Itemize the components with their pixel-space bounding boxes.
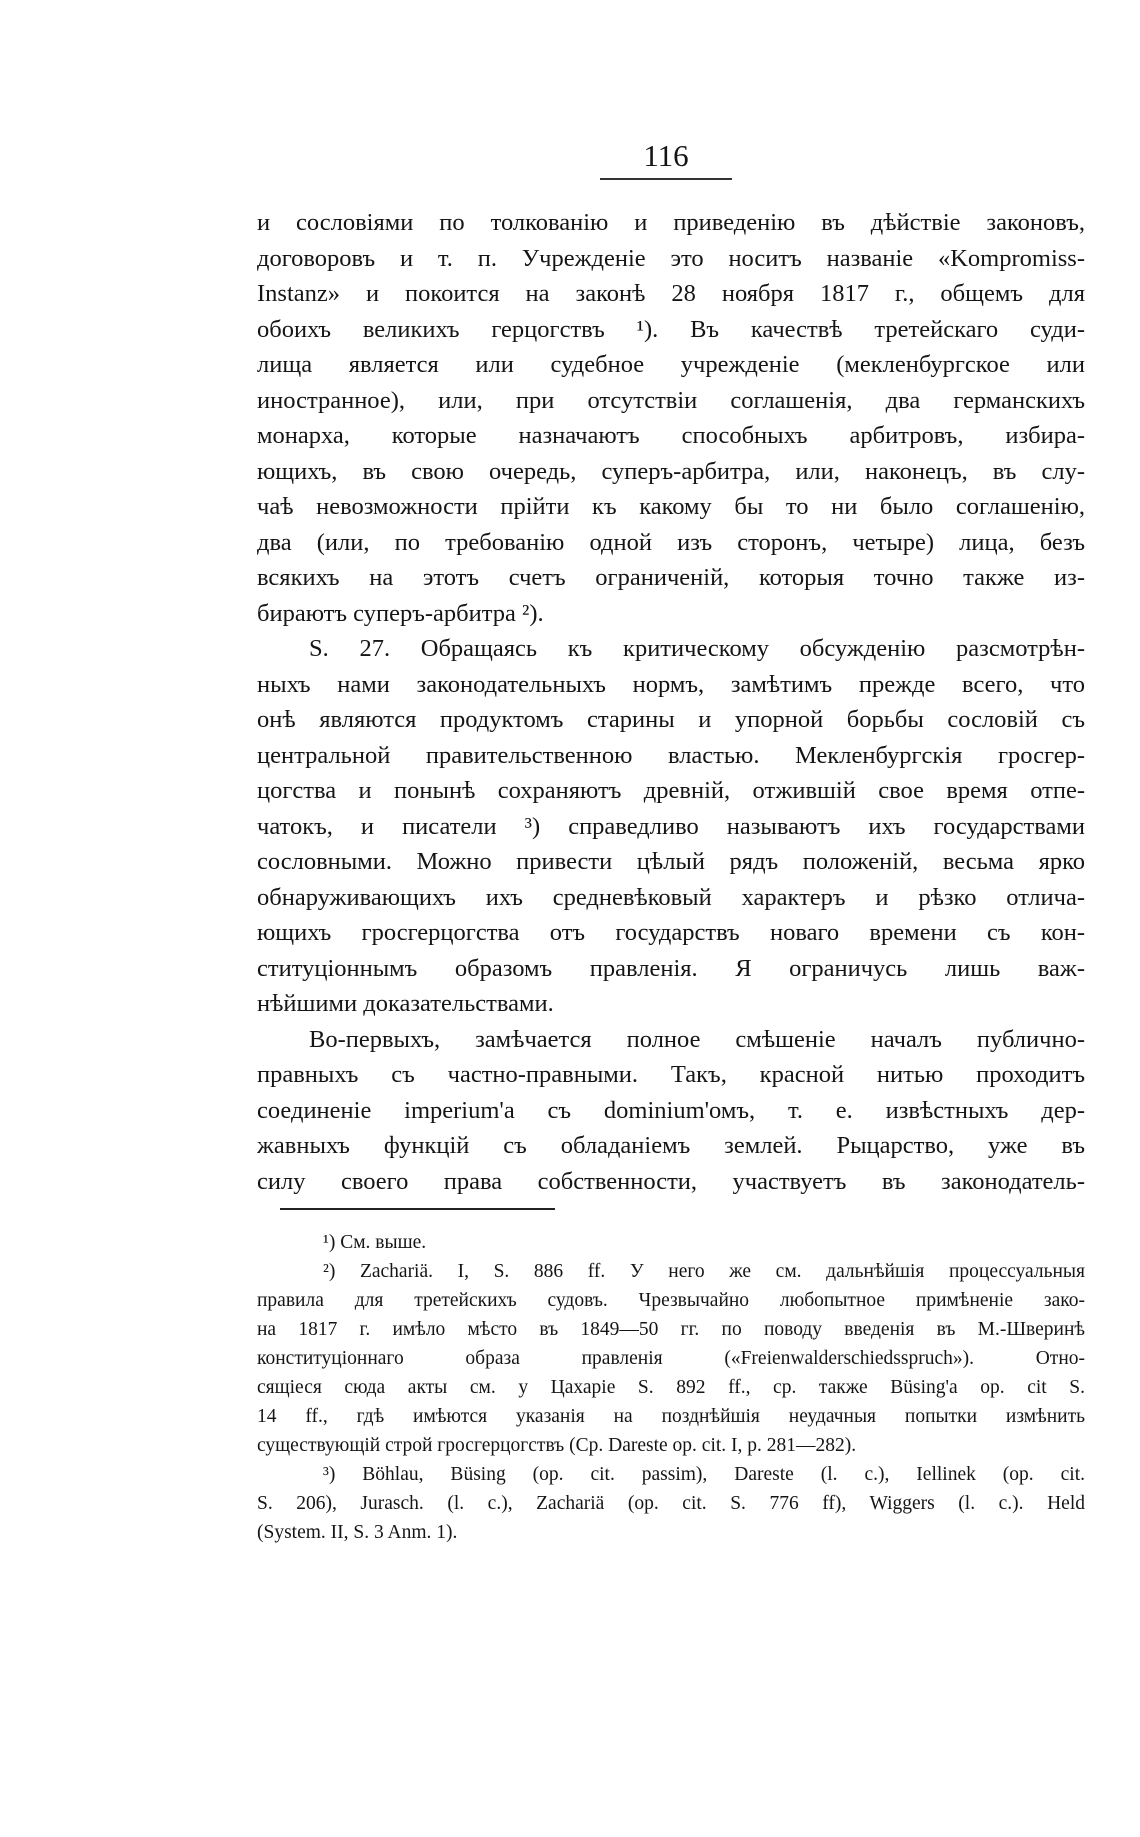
text-line: ституціоннымъ образомъ правленія. Я ограничусь лишь важ- [257, 954, 1085, 982]
main-text [257, 205, 1085, 1199]
text-line: лища является или судебное учрежденіе (мекленбургское или [257, 351, 1085, 378]
text-line: правныхъ съ частно-правными. Такъ, красной нитью проходитъ [257, 1061, 1085, 1088]
text-line: ющихъ, въ свою очередь, суперъ-арбитра, или, наконецъ, въ слу- [257, 457, 1085, 485]
text-line: ющихъ гросгерцогства отъ государствъ новаго времени съ кон- [257, 919, 1085, 946]
text-line: жавныхъ функцій съ обладаніемъ землей. Рыцарство, уже въ [257, 1132, 1085, 1159]
text-line: Instanz» и покоится на законѣ 28 ноября 1817 г., общемъ для [257, 280, 1085, 307]
text-line: Во-первыхъ, замѣчается полное смѣшеніе началъ публично- [309, 1025, 1085, 1053]
text-line: обоихъ великихъ герцогствъ ¹). Въ качествѣ третейскаго суди- [257, 315, 1085, 343]
footnote-line: (System. II, S. 3 Anm. 1). [257, 1522, 458, 1543]
footnote-line: S. 206), Jurasch. (l. c.), Zachariä (op. cit. S. 776 ff), Wiggers (l. c.). Held [257, 1493, 1085, 1514]
footnote-line: конституціоннаго образа правленія («Freienwalderschiedsspruch»). Отно- [257, 1348, 1085, 1369]
text-line: онѣ являются продуктомъ старины и упорной борьбы сословій съ [257, 706, 1085, 733]
page-number: 116 [643, 138, 689, 173]
footnote-line: ²) Zachariä. I, S. 886 ff. У него же см. дальнѣйшія процессуальныя [323, 1261, 1085, 1282]
footnote-line: на 1817 г. имѣло мѣсто въ 1849—50 гг. по поводу введенія въ М.-Шверинѣ [257, 1319, 1085, 1340]
footnote-line: 14 ff., гдѣ имѣются указанія на позднѣйшія неудачныя попытки измѣнить [257, 1406, 1085, 1427]
text-line: всякихъ на этотъ счетъ ограниченій, которыя точно также из- [257, 564, 1085, 591]
text-line: сословными. Можно привести цѣлый рядъ положеній, весьма ярко [257, 848, 1085, 875]
page-number-rule [600, 178, 732, 180]
footnote-line: ³) Böhlau, Büsing (op. cit. passim), Dareste (l. c.), Iellinek (op. cit. [323, 1464, 1085, 1485]
text-line: обнаруживающихъ ихъ средневѣковый характеръ и рѣзко отлича- [257, 883, 1085, 911]
text-line: нѣйшими доказательствами. [257, 990, 554, 1017]
text-line: S. 27. Обращаясь къ критическому обсужденію разсмотрѣн- [309, 635, 1085, 662]
footnote-line: ¹) См. выше. [323, 1232, 427, 1253]
text-line: договоровъ и т. п. Учрежденіе это носитъ названіе «Kompromiss- [257, 244, 1085, 272]
text-line: соединеніе imperium'а съ dominium'омъ, т. е. извѣстныхъ дер- [257, 1096, 1085, 1124]
footnote-line: правила для третейскихъ судовъ. Чрезвычайно любопытное примѣненіе зако- [257, 1290, 1085, 1311]
text-line: иностранное), или, при отсутствіи соглашенія, два германскихъ [257, 386, 1085, 414]
text-line: силу своего права собственности, участвуетъ въ законодатель- [257, 1167, 1085, 1195]
text-line: и сословіями по толкованію и приведенію въ дѣйствіе законовъ, [257, 209, 1085, 236]
text-line: чаѣ невозможности прійти къ какому бы то ни было соглашенію, [257, 493, 1085, 520]
footnote-separator [280, 1208, 555, 1210]
text-line: чатокъ, и писатели ³) справедливо называютъ ихъ государствами [257, 812, 1085, 840]
text-line: ныхъ нами законодательныхъ нормъ, замѣтимъ прежде всего, что [257, 670, 1085, 698]
text-line: два (или, по требованію одной изъ сторонъ, четыре) лица, безъ [257, 528, 1085, 556]
text-line: центральной правительственною властью. Мекленбургскія гросгер- [257, 741, 1085, 769]
text-line: бираютъ суперъ-арбитра ²). [257, 599, 544, 627]
text-line: монарха, которые назначаютъ способныхъ арбитровъ, избира- [257, 422, 1085, 449]
footnote-line: существующій строй гросгерцогствъ (Ср. Dareste op. cit. I, p. 281—282). [257, 1435, 857, 1456]
footnote-line: сящіеся сюда акты см. у Цахаріе S. 892 ff., ср. также Büsing'a op. cit S. [257, 1377, 1085, 1398]
footnotes [257, 1228, 1085, 1547]
text-line: цогства и понынѣ сохраняютъ древній, отжившій свое время отпе- [257, 777, 1085, 804]
